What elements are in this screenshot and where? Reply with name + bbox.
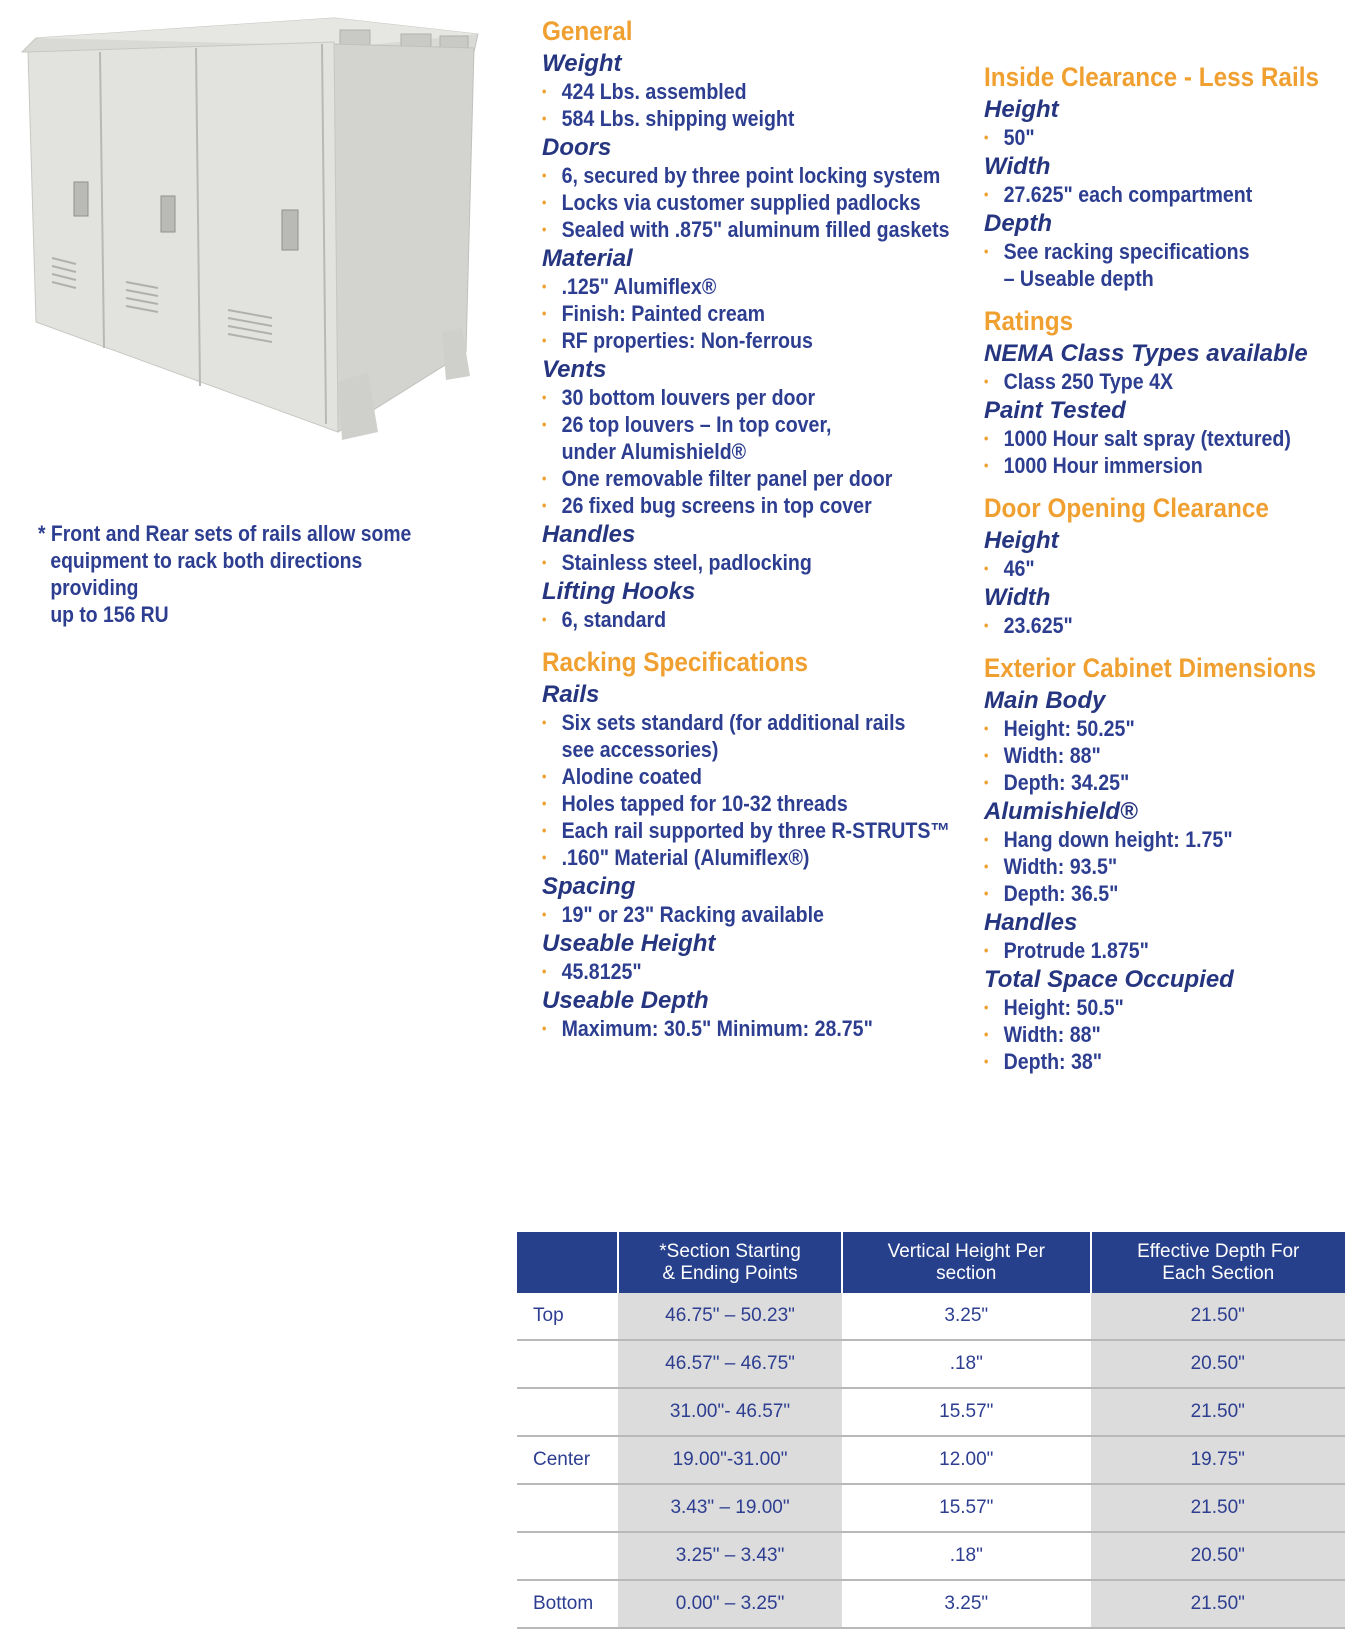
bullet-text: • Alodine coated: [561, 764, 702, 789]
group-heading: Width: [984, 153, 1051, 180]
row-label: Center: [517, 1436, 618, 1484]
table-cell: 20.50": [1091, 1532, 1346, 1580]
bullet-list: [984, 124, 1353, 151]
spec-column-1: [542, 14, 992, 1042]
bullet-item: [984, 994, 1313, 1021]
table-cell: 3.25" – 3.43": [618, 1532, 842, 1580]
row-label: [517, 1484, 618, 1532]
section-heading: Exterior Cabinet Dimensions: [984, 653, 1317, 683]
header-line: & Ending Points: [662, 1262, 798, 1284]
bullet-text: • Sealed with .875" aluminum filled gaskets: [561, 217, 950, 242]
bullet-list: [542, 901, 992, 928]
bullet-item: [984, 853, 1313, 880]
bullet-text: • 1000 Hour immersion: [1003, 453, 1203, 478]
table-cell: 19.75": [1091, 1436, 1346, 1484]
table-cell: 31.00"- 46.57": [618, 1388, 842, 1436]
bullet-text: • Locks via customer supplied padlocks: [561, 190, 921, 215]
table-cell: 20.50": [1091, 1340, 1346, 1388]
bullet-item: [542, 384, 943, 411]
header-line: Vertical Height Per: [887, 1240, 1045, 1262]
bullet-item: [984, 452, 1313, 479]
bullet-text: • Width: 88": [1003, 743, 1101, 768]
bullet-text-continued: – Useable depth: [1003, 266, 1154, 291]
bullet-item: [542, 216, 950, 243]
bullet-item: [984, 368, 1313, 395]
table-header-row: [517, 1232, 1345, 1293]
row-label: Bottom: [517, 1580, 618, 1628]
group-heading: Weight: [542, 50, 622, 77]
bullet-list: [542, 384, 992, 519]
bullet-text: • Width: 93.5": [1003, 854, 1118, 879]
table-header-corner: [517, 1232, 618, 1293]
spec-column-2: [984, 60, 1353, 1075]
row-label: Top: [517, 1293, 618, 1340]
bullet-text: • Depth: 36.5": [1003, 881, 1119, 906]
cabinet-photo: [18, 12, 500, 456]
group-heading: Doors: [542, 134, 612, 161]
bullet-item: [984, 1021, 1313, 1048]
header-line: section: [936, 1262, 997, 1284]
bullet-list: [984, 612, 1353, 639]
section-heading: General: [542, 16, 633, 46]
table-cell: 15.57": [842, 1484, 1090, 1532]
bullet-list: [542, 709, 992, 871]
bullet-item: [984, 826, 1313, 853]
bullet-text: • 1000 Hour salt spray (textured): [1003, 426, 1291, 451]
image-note-line: * Front and Rear sets of rails allow some: [38, 521, 412, 546]
group-heading: Depth: [984, 210, 1052, 237]
table-body: [517, 1293, 1345, 1628]
table-cell: .18": [842, 1340, 1090, 1388]
bullet-list: [984, 181, 1353, 208]
table-cell: 21.50": [1091, 1580, 1346, 1628]
bullet-list: [542, 162, 992, 243]
table-row: [517, 1388, 1345, 1436]
bullet-list: [984, 368, 1353, 395]
image-note-line: up to 156 RU: [50, 602, 169, 627]
bullet-item: [542, 492, 943, 519]
bullet-list: [984, 555, 1353, 582]
group-heading: Rails: [542, 681, 600, 708]
row-label: [517, 1340, 618, 1388]
bullet-text: • Maximum: 30.5" Minimum: 28.75": [561, 1016, 873, 1041]
bullet-item: [542, 606, 943, 633]
bullet-item: [542, 1015, 943, 1042]
bullet-item: [542, 549, 943, 576]
bullet-item: [984, 1048, 1313, 1075]
racking-section-table: [517, 1232, 1345, 1629]
bullet-item: [542, 709, 943, 763]
bullet-text: • 19" or 23" Racking available: [561, 902, 824, 927]
bullet-list: [542, 78, 992, 132]
bullet-text: • Height: 50.25": [1003, 716, 1135, 741]
bullet-list: [542, 549, 992, 576]
bullet-text: • One removable filter panel per door: [561, 466, 893, 491]
table-cell: 3.25": [842, 1580, 1090, 1628]
bullet-text: • 6, standard: [561, 607, 667, 632]
bullet-text: • 26 fixed bug screens in top cover: [561, 493, 872, 518]
group-heading: Main Body: [984, 687, 1106, 714]
bullet-item: [542, 189, 943, 216]
bullet-item: [984, 238, 1313, 292]
table-cell: .18": [842, 1532, 1090, 1580]
bullet-item: [542, 817, 950, 844]
bullet-text: • .125" Alumiflex®: [561, 274, 717, 299]
bullet-text: • .160" Material (Alumiflex®): [561, 845, 810, 870]
bullet-item: [984, 769, 1313, 796]
bullet-text: • 27.625" each compartment: [1003, 182, 1253, 207]
table-row: [517, 1293, 1345, 1340]
bullet-text: • Depth: 38": [1003, 1049, 1103, 1074]
table-cell: 0.00" – 3.25": [618, 1580, 842, 1628]
table-cell: 46.75" – 50.23": [618, 1293, 842, 1340]
image-note: [38, 520, 425, 628]
table-header-cell: [1091, 1232, 1346, 1293]
bullet-text: • Protrude 1.875": [1003, 938, 1149, 963]
bullet-item: [542, 327, 943, 354]
table-cell: 19.00"-31.00": [618, 1436, 842, 1484]
bullet-item: [984, 937, 1313, 964]
bullet-item: [542, 300, 943, 327]
table-cell: 21.50": [1091, 1484, 1346, 1532]
table-cell: 3.43" – 19.00": [618, 1484, 842, 1532]
bullet-list: [984, 937, 1353, 964]
bullet-text: • 30 bottom louvers per door: [561, 385, 816, 410]
bullet-list: [984, 238, 1353, 292]
bullet-item: [984, 880, 1313, 907]
section-heading: Door Opening Clearance: [984, 493, 1269, 523]
bullet-text: • Height: 50.5": [1003, 995, 1124, 1020]
bullet-item: [542, 790, 943, 817]
group-heading: Spacing: [542, 873, 636, 900]
bullet-text: • 26 top louvers – In top cover,: [561, 412, 832, 437]
bullet-list: [984, 994, 1353, 1075]
bullet-list: [542, 606, 992, 633]
bullet-item: [984, 124, 1313, 151]
bullet-item: [984, 181, 1313, 208]
group-heading: Paint Tested: [984, 397, 1126, 424]
bullet-text: • Hang down height: 1.75": [1003, 827, 1233, 852]
bullet-text-continued: see accessories): [561, 737, 719, 762]
group-heading: NEMA Class Types available: [984, 340, 1308, 367]
bullet-item: [542, 273, 943, 300]
bullet-item: [984, 612, 1313, 639]
bullet-list: [984, 826, 1353, 907]
table-row: [517, 1436, 1345, 1484]
bullet-text: • Width: 88": [1003, 1022, 1101, 1047]
bullet-text: • 45.8125": [561, 959, 642, 984]
table-row: [517, 1532, 1345, 1580]
bullet-item: [984, 715, 1313, 742]
bullet-item: [984, 742, 1313, 769]
bullet-list: [542, 273, 992, 354]
bullet-text: • 424 Lbs. assembled: [561, 79, 747, 104]
bullet-item: [542, 105, 943, 132]
bullet-text: • 6, secured by three point locking system: [561, 163, 941, 188]
bullet-list: [984, 715, 1353, 796]
bullet-list: [542, 1015, 992, 1042]
bullet-item: [542, 901, 943, 928]
bullet-item: [984, 425, 1313, 452]
header-line: Each Section: [1162, 1262, 1275, 1284]
table-row: [517, 1484, 1345, 1532]
header-line: Effective Depth For: [1137, 1240, 1300, 1262]
section-heading: Racking Specifications: [542, 647, 809, 677]
bullet-list: [542, 958, 992, 985]
bullet-text: • Six sets standard (for additional rails: [561, 710, 906, 735]
bullet-text: • See racking specifications: [1003, 239, 1250, 264]
table-cell: 21.50": [1091, 1388, 1346, 1436]
bullet-item: [542, 958, 943, 985]
row-label: [517, 1388, 618, 1436]
table-row: [517, 1340, 1345, 1388]
bullet-text: • Class 250 Type 4X: [1003, 369, 1174, 394]
group-heading: Handles: [984, 909, 1078, 936]
image-note-line: equipment to rack both directions providing: [50, 548, 363, 600]
bullet-text-continued: under Alumishield®: [561, 439, 747, 464]
group-heading: Material: [542, 245, 633, 272]
group-heading: Useable Depth: [542, 987, 709, 1014]
table-cell: 15.57": [842, 1388, 1090, 1436]
table-cell: 12.00": [842, 1436, 1090, 1484]
group-heading: Alumishield®: [984, 798, 1138, 825]
bullet-text: • 50": [1003, 125, 1035, 150]
bullet-text: • 23.625": [1003, 613, 1073, 638]
bullet-text: • Finish: Painted cream: [561, 301, 766, 326]
bullet-text: • 46": [1003, 556, 1035, 581]
section-heading: Inside Clearance - Less Rails: [984, 62, 1319, 92]
bullet-item: [542, 844, 943, 871]
bullet-item: [542, 162, 943, 189]
bullet-text: • Holes tapped for 10-32 threads: [561, 791, 848, 816]
header-line: *Section Starting: [659, 1240, 801, 1262]
bullet-text: • Each rail supported by three R-STRUTS™: [561, 818, 950, 843]
bullet-text: • 584 Lbs. shipping weight: [561, 106, 795, 131]
table-header-cell: [618, 1232, 842, 1293]
group-heading: Height: [984, 96, 1059, 123]
bullet-list: [984, 425, 1353, 479]
group-heading: Vents: [542, 356, 607, 383]
group-heading: Width: [984, 584, 1051, 611]
bullet-text: • Stainless steel, padlocking: [561, 550, 812, 575]
bullet-item: [542, 763, 943, 790]
table-header-cell: [842, 1232, 1090, 1293]
group-heading: Useable Height: [542, 930, 716, 957]
group-heading: Handles: [542, 521, 636, 548]
bullet-item: [984, 555, 1313, 582]
table-cell: 21.50": [1091, 1293, 1346, 1340]
section-heading: Ratings: [984, 306, 1074, 336]
table-cell: 3.25": [842, 1293, 1090, 1340]
table-cell: 46.57" – 46.75": [618, 1340, 842, 1388]
group-heading: Lifting Hooks: [542, 578, 696, 605]
bullet-item: [542, 465, 943, 492]
group-heading: Total Space Occupied: [984, 966, 1234, 993]
bullet-text: • RF properties: Non-ferrous: [561, 328, 813, 353]
bullet-item: [542, 78, 943, 105]
bullet-text: • Depth: 34.25": [1003, 770, 1130, 795]
row-label: [517, 1532, 618, 1580]
group-heading: Height: [984, 527, 1059, 554]
bullet-item: [542, 411, 943, 465]
table-row: [517, 1580, 1345, 1628]
